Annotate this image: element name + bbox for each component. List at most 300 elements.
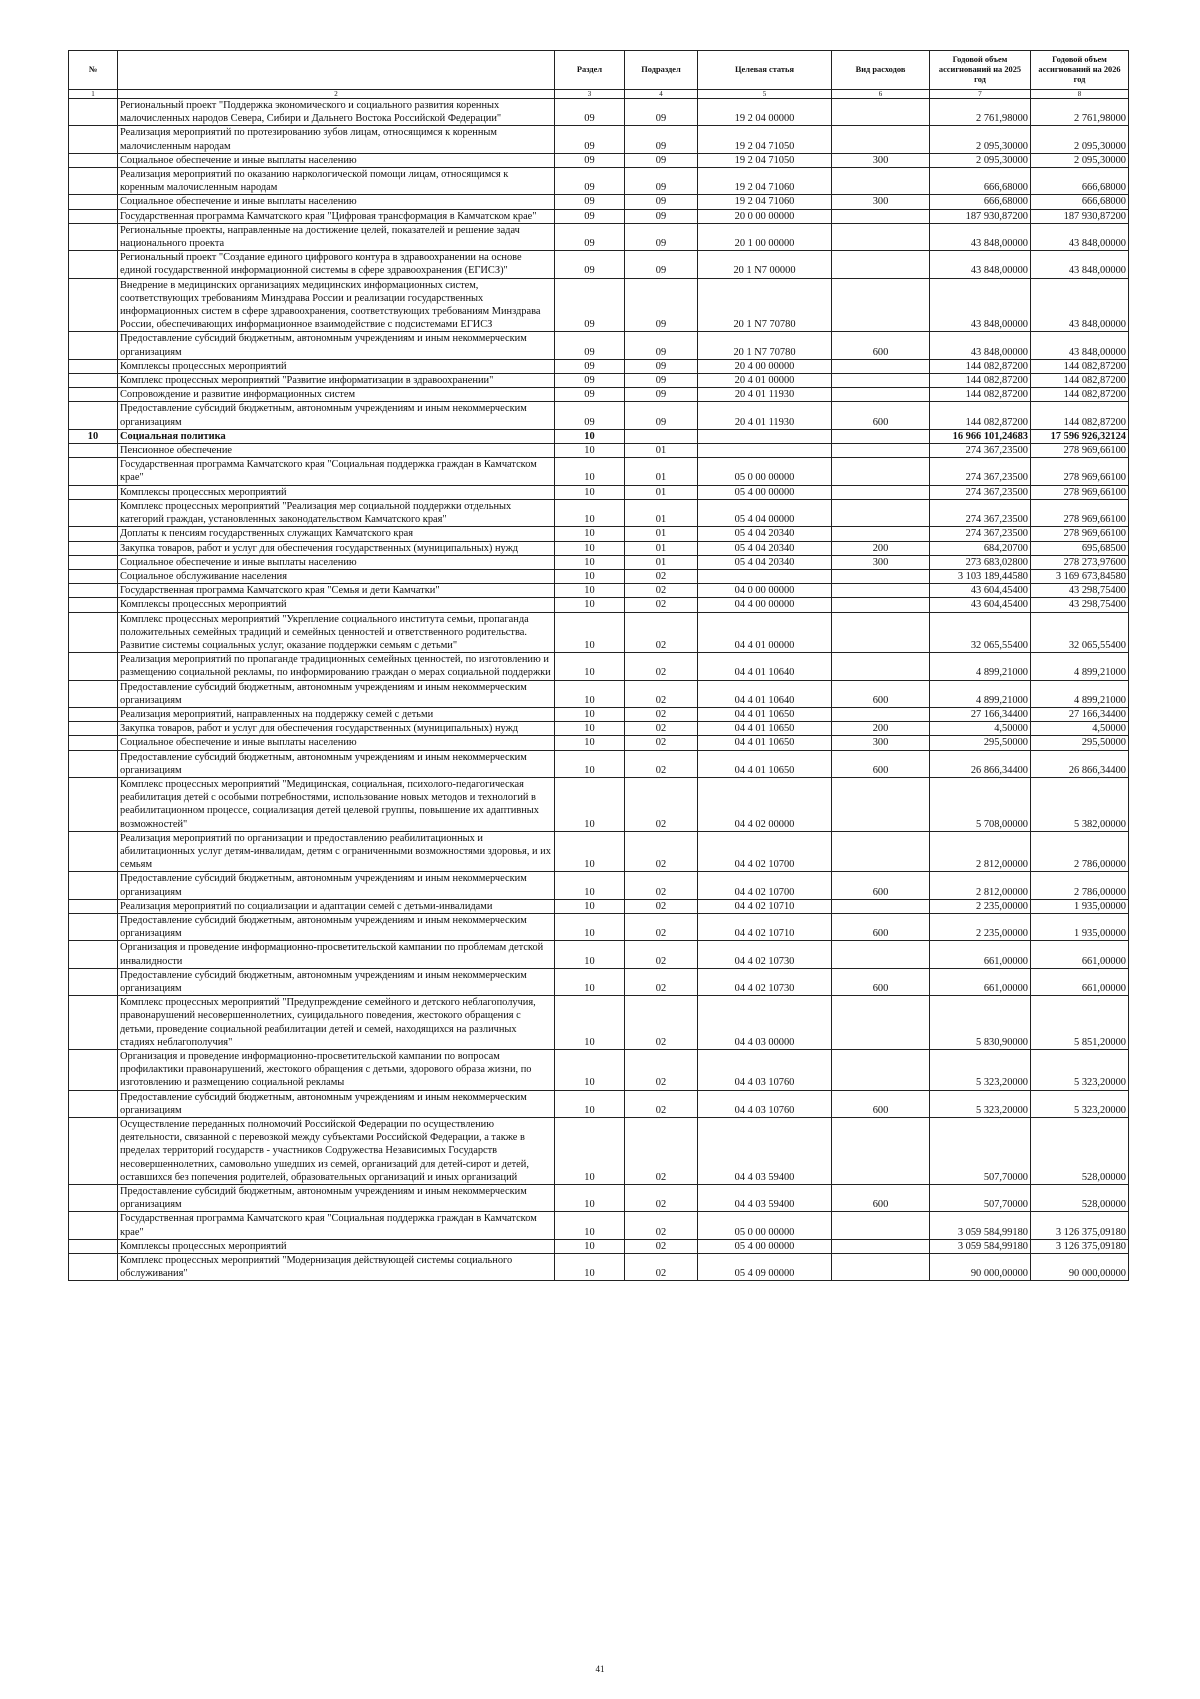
row-2025-cell: 684,20700	[930, 541, 1031, 555]
row-razdel-cell: 10	[555, 584, 625, 598]
row-num-cell	[69, 359, 118, 373]
table-row	[69, 612, 1129, 653]
row-razdel-cell: 10	[555, 680, 625, 707]
row-target-cell	[698, 569, 832, 583]
row-target-cell	[698, 444, 832, 458]
row-2025-cell: 274 367,23500	[930, 458, 1031, 485]
row-vid-cell	[832, 1254, 930, 1281]
row-num-cell	[69, 1185, 118, 1212]
row-name-cell: Реализация мероприятий по социализации и адаптации семей с детьми-инвалидами	[118, 899, 555, 913]
row-target-cell: 04 4 02 10700	[698, 872, 832, 899]
table-row	[69, 653, 1129, 680]
row-podrazdel-cell: 09	[625, 195, 698, 209]
col-number: 6	[832, 90, 930, 99]
row-podrazdel-cell: 01	[625, 527, 698, 541]
row-vid-cell	[832, 1212, 930, 1239]
row-target-cell: 20 1 N7 70780	[698, 278, 832, 332]
row-razdel-cell: 10	[555, 598, 625, 612]
row-num-cell	[69, 777, 118, 831]
row-2026-cell: 695,68500	[1031, 541, 1129, 555]
row-name-cell: Комплексы процессных мероприятий	[118, 1239, 555, 1253]
table-row	[69, 1254, 1129, 1281]
row-podrazdel-cell: 01	[625, 444, 698, 458]
row-vid-cell	[832, 707, 930, 721]
row-vid-cell	[832, 899, 930, 913]
row-vid-cell: 600	[832, 332, 930, 359]
row-2025-cell: 5 708,00000	[930, 777, 1031, 831]
row-2025-cell: 4 899,21000	[930, 653, 1031, 680]
row-razdel-cell: 10	[555, 429, 625, 443]
row-num-cell	[69, 126, 118, 153]
row-target-cell: 04 4 01 10640	[698, 680, 832, 707]
table-row	[69, 429, 1129, 443]
row-2025-cell: 32 065,55400	[930, 612, 1031, 653]
row-vid-cell: 600	[832, 1185, 930, 1212]
row-num-cell	[69, 209, 118, 223]
header-razdel: Раздел	[555, 51, 625, 90]
row-name-cell: Предоставление субсидий бюджетным, автономным учреждениям и иным некоммерческим организациям	[118, 1185, 555, 1212]
row-num-cell	[69, 332, 118, 359]
row-name-cell: Реализация мероприятий по оказанию наркологической помощи лицам, относящимся к коренным малочисленным народам	[118, 168, 555, 195]
row-num-cell	[69, 680, 118, 707]
budget-table-sheet	[68, 50, 1128, 1281]
row-podrazdel-cell: 02	[625, 941, 698, 968]
table-row	[69, 251, 1129, 278]
row-2026-cell: 187 930,87200	[1031, 209, 1129, 223]
row-2026-cell: 5 382,00000	[1031, 777, 1129, 831]
row-name-cell: Предоставление субсидий бюджетным, автономным учреждениям и иным некоммерческим организациям	[118, 402, 555, 429]
row-2025-cell: 666,68000	[930, 168, 1031, 195]
row-2025-cell: 2 235,00000	[930, 899, 1031, 913]
row-target-cell: 20 4 01 11930	[698, 388, 832, 402]
row-target-cell: 04 4 03 59400	[698, 1118, 832, 1185]
col-number: 3	[555, 90, 625, 99]
row-razdel-cell: 09	[555, 153, 625, 167]
row-num-cell	[69, 388, 118, 402]
row-2025-cell: 2 761,98000	[930, 99, 1031, 126]
row-2026-cell: 3 126 375,09180	[1031, 1212, 1129, 1239]
row-name-cell: Предоставление субсидий бюджетным, автономным учреждениям и иным некоммерческим организациям	[118, 332, 555, 359]
row-2025-cell: 90 000,00000	[930, 1254, 1031, 1281]
header-name	[118, 51, 555, 90]
row-name-cell: Организация и проведение информационно-просветительской кампании по проблемам детской инвалидности	[118, 941, 555, 968]
row-target-cell: 05 4 04 20340	[698, 555, 832, 569]
row-podrazdel-cell: 02	[625, 612, 698, 653]
row-2026-cell: 278 273,97600	[1031, 555, 1129, 569]
table-row	[69, 223, 1129, 250]
row-vid-cell	[832, 429, 930, 443]
row-podrazdel-cell: 01	[625, 458, 698, 485]
row-name-cell: Комплекс процессных мероприятий "Медицинская, социальная, психолого-педагогическая реабилитация детей с особыми потребностями, использование новых методов и технологий в реабилитационном процессе, социализация детей целевой группы, повышение их адаптивных возможностей"	[118, 777, 555, 831]
row-num-cell	[69, 555, 118, 569]
row-vid-cell: 600	[832, 913, 930, 940]
row-name-cell: Комплексы процессных мероприятий	[118, 485, 555, 499]
row-name-cell: Организация и проведение информационно-просветительской кампании по вопросам профилактики правонарушений, жестокого обращения с детьми, здорового образа жизни, по изготовлению и размещению социальной рекламы	[118, 1050, 555, 1091]
row-podrazdel-cell: 02	[625, 598, 698, 612]
row-num-cell	[69, 1050, 118, 1091]
row-2025-cell: 5 323,20000	[930, 1090, 1031, 1117]
row-2025-cell: 144 082,87200	[930, 374, 1031, 388]
row-name-cell: Внедрение в медицинских организациях медицинских информационных систем, соответствующих требованиям Минздрава России и реализации государственных информационных систем в сфере здравоохранения, соответствующих требованиям Минздрава России, обеспечивающих информационное взаимодействие с подсистемами ЕГИСЗ	[118, 278, 555, 332]
row-podrazdel-cell: 02	[625, 1050, 698, 1091]
row-razdel-cell: 10	[555, 1090, 625, 1117]
row-razdel-cell: 10	[555, 555, 625, 569]
row-podrazdel-cell: 02	[625, 680, 698, 707]
row-razdel-cell: 09	[555, 251, 625, 278]
row-num-cell	[69, 722, 118, 736]
row-razdel-cell: 09	[555, 209, 625, 223]
row-num-cell	[69, 653, 118, 680]
row-podrazdel-cell: 09	[625, 99, 698, 126]
row-vid-cell	[832, 223, 930, 250]
row-target-cell: 04 0 00 00000	[698, 584, 832, 598]
row-name-cell: Социальная политика	[118, 429, 555, 443]
row-num-cell	[69, 598, 118, 612]
row-2025-cell: 5 323,20000	[930, 1050, 1031, 1091]
row-razdel-cell: 10	[555, 899, 625, 913]
table-row	[69, 402, 1129, 429]
row-name-cell: Предоставление субсидий бюджетным, автономным учреждениям и иным некоммерческим организациям	[118, 968, 555, 995]
row-razdel-cell: 10	[555, 541, 625, 555]
row-razdel-cell: 10	[555, 1118, 625, 1185]
table-row	[69, 359, 1129, 373]
row-2026-cell: 27 166,34400	[1031, 707, 1129, 721]
row-vid-cell: 300	[832, 153, 930, 167]
page-number: 41	[595, 1664, 605, 1674]
row-num-cell	[69, 707, 118, 721]
table-row	[69, 1185, 1129, 1212]
row-razdel-cell: 10	[555, 1254, 625, 1281]
row-num-cell	[69, 736, 118, 750]
row-razdel-cell: 10	[555, 1050, 625, 1091]
row-name-cell: Доплаты к пенсиям государственных служащих Камчатского края	[118, 527, 555, 541]
column-number-row	[69, 90, 1129, 99]
row-podrazdel-cell: 09	[625, 332, 698, 359]
row-2025-cell: 43 848,00000	[930, 223, 1031, 250]
row-num-cell	[69, 99, 118, 126]
row-razdel-cell: 09	[555, 402, 625, 429]
row-2026-cell: 2 095,30000	[1031, 126, 1129, 153]
row-vid-cell	[832, 777, 930, 831]
row-target-cell: 19 2 04 00000	[698, 99, 832, 126]
row-2025-cell: 2 235,00000	[930, 913, 1031, 940]
header-num: №	[69, 51, 118, 90]
row-vid-cell	[832, 1118, 930, 1185]
row-2026-cell: 5 323,20000	[1031, 1050, 1129, 1091]
row-2025-cell: 661,00000	[930, 941, 1031, 968]
row-target-cell	[698, 429, 832, 443]
row-2025-cell: 666,68000	[930, 195, 1031, 209]
row-razdel-cell: 10	[555, 736, 625, 750]
row-vid-cell	[832, 1050, 930, 1091]
row-name-cell: Социальное обеспечение и иные выплаты населению	[118, 195, 555, 209]
row-podrazdel-cell: 09	[625, 388, 698, 402]
row-2025-cell: 273 683,02800	[930, 555, 1031, 569]
row-target-cell: 04 4 03 59400	[698, 1185, 832, 1212]
row-name-cell: Региональный проект "Создание единого цифрового контура в здравоохранении на основе единой государственной информационной системы в сфере здравоохранения (ЕГИСЗ)"	[118, 251, 555, 278]
table-row	[69, 899, 1129, 913]
row-vid-cell	[832, 598, 930, 612]
row-name-cell: Комплексы процессных мероприятий	[118, 598, 555, 612]
row-podrazdel-cell: 02	[625, 831, 698, 872]
row-vid-cell	[832, 1239, 930, 1253]
row-2025-cell: 507,70000	[930, 1118, 1031, 1185]
row-razdel-cell: 09	[555, 168, 625, 195]
row-2026-cell: 3 126 375,09180	[1031, 1239, 1129, 1253]
table-row	[69, 278, 1129, 332]
row-num-cell	[69, 499, 118, 526]
table-row	[69, 99, 1129, 126]
row-2026-cell: 3 169 673,84580	[1031, 569, 1129, 583]
row-2025-cell: 43 848,00000	[930, 251, 1031, 278]
row-2026-cell: 43 848,00000	[1031, 278, 1129, 332]
row-podrazdel-cell: 01	[625, 541, 698, 555]
row-num-cell	[69, 569, 118, 583]
row-target-cell: 04 4 02 10710	[698, 913, 832, 940]
row-2025-cell: 274 367,23500	[930, 499, 1031, 526]
row-2026-cell: 17 596 926,32124	[1031, 429, 1129, 443]
row-name-cell: Комплекс процессных мероприятий "Предупреждение семейного и детского неблагополучия, правонарушений несовершеннолетних, суицидального поведения, жестокого обращения с детьми, проведение социальной реабилитации детей и семей, находящихся на различных стадиях неблагополучия"	[118, 996, 555, 1050]
row-vid-cell	[832, 499, 930, 526]
table-row	[69, 569, 1129, 583]
table-row	[69, 1090, 1129, 1117]
row-target-cell: 04 4 02 10730	[698, 941, 832, 968]
row-razdel-cell: 10	[555, 569, 625, 583]
row-2026-cell: 26 866,34400	[1031, 750, 1129, 777]
row-2025-cell: 2 095,30000	[930, 153, 1031, 167]
row-razdel-cell: 10	[555, 612, 625, 653]
row-razdel-cell: 09	[555, 332, 625, 359]
row-name-cell: Государственная программа Камчатского края "Социальная поддержка граждан в Камчатском крае"	[118, 458, 555, 485]
row-vid-cell	[832, 359, 930, 373]
row-target-cell: 20 0 00 00000	[698, 209, 832, 223]
row-razdel-cell: 10	[555, 831, 625, 872]
row-target-cell: 04 4 01 10640	[698, 653, 832, 680]
row-podrazdel-cell: 09	[625, 359, 698, 373]
row-num-cell	[69, 195, 118, 209]
row-2025-cell: 43 848,00000	[930, 332, 1031, 359]
row-num-cell	[69, 1090, 118, 1117]
row-podrazdel-cell: 02	[625, 1212, 698, 1239]
table-row	[69, 527, 1129, 541]
row-podrazdel-cell: 01	[625, 485, 698, 499]
row-2026-cell: 144 082,87200	[1031, 402, 1129, 429]
row-razdel-cell: 09	[555, 99, 625, 126]
row-2026-cell: 528,00000	[1031, 1118, 1129, 1185]
col-number: 7	[930, 90, 1031, 99]
row-podrazdel-cell: 09	[625, 251, 698, 278]
row-vid-cell	[832, 612, 930, 653]
row-2025-cell: 274 367,23500	[930, 527, 1031, 541]
row-target-cell: 19 2 04 71050	[698, 126, 832, 153]
row-razdel-cell: 09	[555, 126, 625, 153]
row-vid-cell: 600	[832, 872, 930, 899]
row-2026-cell: 661,00000	[1031, 941, 1129, 968]
row-vid-cell: 600	[832, 402, 930, 429]
row-vid-cell	[832, 126, 930, 153]
header-podrazdel: Подраздел	[625, 51, 698, 90]
row-podrazdel-cell: 09	[625, 126, 698, 153]
row-vid-cell	[832, 653, 930, 680]
row-razdel-cell: 10	[555, 653, 625, 680]
row-target-cell: 20 4 00 00000	[698, 359, 832, 373]
row-2026-cell: 90 000,00000	[1031, 1254, 1129, 1281]
row-2026-cell: 144 082,87200	[1031, 388, 1129, 402]
table-row	[69, 388, 1129, 402]
table-row	[69, 209, 1129, 223]
row-podrazdel-cell: 02	[625, 899, 698, 913]
row-2025-cell: 144 082,87200	[930, 388, 1031, 402]
row-podrazdel-cell: 02	[625, 872, 698, 899]
row-2026-cell: 666,68000	[1031, 168, 1129, 195]
row-2025-cell: 43 604,45400	[930, 584, 1031, 598]
table-row	[69, 913, 1129, 940]
row-num-cell: 10	[69, 429, 118, 443]
row-2025-cell: 274 367,23500	[930, 485, 1031, 499]
row-name-cell: Предоставление субсидий бюджетным, автономным учреждениям и иным некоммерческим организациям	[118, 680, 555, 707]
row-num-cell	[69, 168, 118, 195]
row-name-cell: Социальное обеспечение и иные выплаты населению	[118, 555, 555, 569]
row-razdel-cell: 09	[555, 374, 625, 388]
row-podrazdel-cell: 02	[625, 913, 698, 940]
table-row	[69, 1118, 1129, 1185]
row-name-cell: Пенсионное обеспечение	[118, 444, 555, 458]
table-row	[69, 941, 1129, 968]
row-target-cell: 20 1 00 00000	[698, 223, 832, 250]
row-num-cell	[69, 223, 118, 250]
row-vid-cell	[832, 374, 930, 388]
row-2026-cell: 4 899,21000	[1031, 653, 1129, 680]
row-vid-cell: 600	[832, 1090, 930, 1117]
row-name-cell: Предоставление субсидий бюджетным, автономным учреждениям и иным некоммерческим организациям	[118, 872, 555, 899]
row-podrazdel-cell: 02	[625, 777, 698, 831]
row-target-cell: 04 4 02 10730	[698, 968, 832, 995]
row-target-cell: 04 4 03 10760	[698, 1050, 832, 1091]
row-podrazdel-cell: 02	[625, 1090, 698, 1117]
row-2026-cell: 1 935,00000	[1031, 899, 1129, 913]
row-2026-cell: 4 899,21000	[1031, 680, 1129, 707]
table-row	[69, 485, 1129, 499]
row-podrazdel-cell: 02	[625, 569, 698, 583]
row-2025-cell: 16 966 101,24683	[930, 429, 1031, 443]
row-2025-cell: 274 367,23500	[930, 444, 1031, 458]
row-name-cell: Региональные проекты, направленные на достижение целей, показателей и решение задач национального проекта	[118, 223, 555, 250]
row-name-cell: Комплекс процессных мероприятий "Развитие информатизации в здравоохранении"	[118, 374, 555, 388]
col-number: 8	[1031, 90, 1129, 99]
table-row	[69, 153, 1129, 167]
row-name-cell: Комплекс процессных мероприятий "Укрепление социального института семьи, пропаганда положительных семейных традиций и семейных ценностей и ответственного родительства. Развитие системы социальных услуг, оказание поддержки семьям с детьми"	[118, 612, 555, 653]
table-row	[69, 598, 1129, 612]
row-podrazdel-cell: 02	[625, 584, 698, 598]
table-row	[69, 168, 1129, 195]
row-2026-cell: 43 848,00000	[1031, 332, 1129, 359]
row-vid-cell	[832, 388, 930, 402]
row-num-cell	[69, 750, 118, 777]
row-num-cell	[69, 402, 118, 429]
row-2026-cell: 278 969,66100	[1031, 499, 1129, 526]
row-num-cell	[69, 527, 118, 541]
row-target-cell: 20 4 01 11930	[698, 402, 832, 429]
row-2026-cell: 2 786,00000	[1031, 872, 1129, 899]
row-vid-cell	[832, 99, 930, 126]
row-name-cell: Государственная программа Камчатского края "Цифровая трансформация в Камчатском крае"	[118, 209, 555, 223]
row-num-cell	[69, 1118, 118, 1185]
row-podrazdel-cell: 02	[625, 736, 698, 750]
row-2025-cell: 3 103 189,44580	[930, 569, 1031, 583]
row-razdel-cell: 10	[555, 1212, 625, 1239]
row-num-cell	[69, 899, 118, 913]
row-razdel-cell: 10	[555, 777, 625, 831]
row-vid-cell	[832, 209, 930, 223]
row-vid-cell	[832, 584, 930, 598]
row-target-cell: 04 4 00 00000	[698, 598, 832, 612]
row-target-cell: 19 2 04 71060	[698, 168, 832, 195]
row-2025-cell: 5 830,90000	[930, 996, 1031, 1050]
row-podrazdel-cell: 02	[625, 707, 698, 721]
row-2026-cell: 32 065,55400	[1031, 612, 1129, 653]
row-vid-cell: 600	[832, 750, 930, 777]
row-2025-cell: 43 604,45400	[930, 598, 1031, 612]
row-razdel-cell: 10	[555, 913, 625, 940]
row-num-cell	[69, 1254, 118, 1281]
row-num-cell	[69, 941, 118, 968]
row-2025-cell: 43 848,00000	[930, 278, 1031, 332]
row-name-cell: Закупка товаров, работ и услуг для обеспечения государственных (муниципальных) нужд	[118, 722, 555, 736]
row-target-cell: 20 1 N7 70780	[698, 332, 832, 359]
table-row	[69, 1239, 1129, 1253]
row-vid-cell: 300	[832, 736, 930, 750]
row-target-cell: 20 1 N7 00000	[698, 251, 832, 278]
row-podrazdel-cell: 02	[625, 750, 698, 777]
row-2026-cell: 278 969,66100	[1031, 444, 1129, 458]
row-target-cell: 19 2 04 71050	[698, 153, 832, 167]
table-row	[69, 499, 1129, 526]
row-vid-cell: 300	[832, 195, 930, 209]
row-2026-cell: 43 848,00000	[1031, 223, 1129, 250]
col-number: 4	[625, 90, 698, 99]
table-row	[69, 831, 1129, 872]
row-razdel-cell: 10	[555, 1185, 625, 1212]
row-podrazdel-cell: 09	[625, 223, 698, 250]
row-2025-cell: 2 812,00000	[930, 831, 1031, 872]
row-2026-cell: 5 323,20000	[1031, 1090, 1129, 1117]
row-name-cell: Предоставление субсидий бюджетным, автономным учреждениям и иным некоммерческим организациям	[118, 1090, 555, 1117]
table-row	[69, 195, 1129, 209]
row-target-cell: 05 4 09 00000	[698, 1254, 832, 1281]
row-vid-cell: 600	[832, 968, 930, 995]
row-num-cell	[69, 153, 118, 167]
row-2025-cell: 4,50000	[930, 722, 1031, 736]
row-podrazdel-cell: 09	[625, 278, 698, 332]
row-num-cell	[69, 458, 118, 485]
table-row	[69, 996, 1129, 1050]
row-target-cell: 05 4 00 00000	[698, 1239, 832, 1253]
row-num-cell	[69, 584, 118, 598]
row-vid-cell	[832, 444, 930, 458]
row-podrazdel-cell: 09	[625, 209, 698, 223]
row-vid-cell: 300	[832, 555, 930, 569]
row-2025-cell: 27 166,34400	[930, 707, 1031, 721]
row-num-cell	[69, 1212, 118, 1239]
row-target-cell: 05 4 00 00000	[698, 485, 832, 499]
row-vid-cell: 200	[832, 541, 930, 555]
table-row	[69, 707, 1129, 721]
row-name-cell: Комплексы процессных мероприятий	[118, 359, 555, 373]
row-podrazdel-cell: 02	[625, 1254, 698, 1281]
row-podrazdel-cell: 02	[625, 996, 698, 1050]
row-2025-cell: 507,70000	[930, 1185, 1031, 1212]
row-target-cell: 05 4 04 20340	[698, 541, 832, 555]
